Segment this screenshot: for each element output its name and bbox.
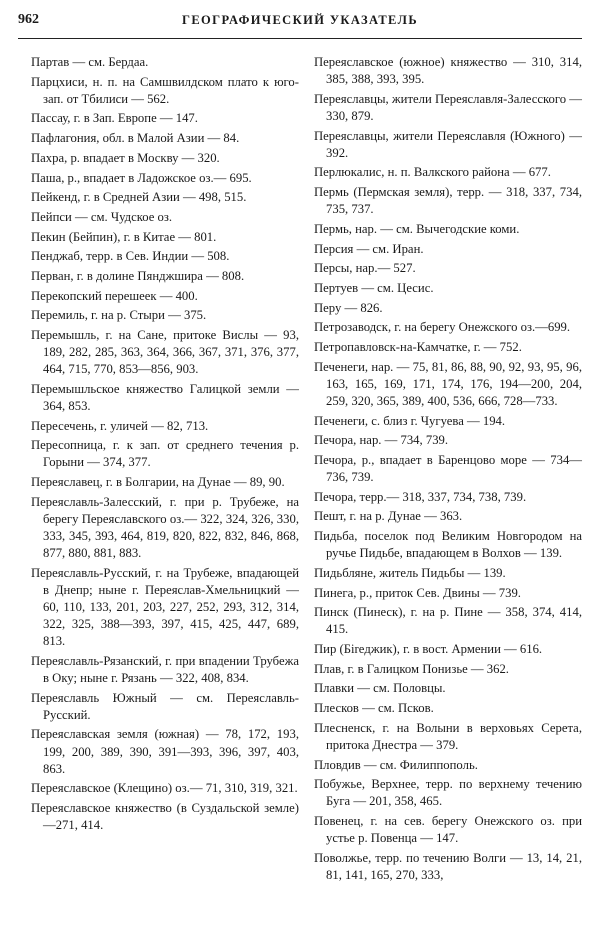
- index-entry: Пересопница, г. к зап. от среднего течения р. Горыни — 374, 377.: [31, 438, 299, 470]
- index-entry: Переяславцы, жители Переяславля (Южного) — 392.: [314, 128, 582, 160]
- index-entry: Партав — см. Бердаа.: [31, 55, 149, 69]
- index-entry: Пекин (Бейпин), г. в Китае — 801.: [31, 229, 217, 244]
- index-entry: Печенеги, с. близ г. Чугуева — 194.: [314, 413, 506, 428]
- index-entry: Печора, нар. — 734, 739.: [314, 433, 449, 448]
- index-entry: Персия — см. Иран.: [314, 241, 424, 256]
- index-entry: Побужье, Верхнее, терр. по верхнему течению Буга — 201, 358, 465.: [314, 777, 582, 809]
- left-column: [31, 54, 299, 837]
- right-column: [314, 54, 582, 887]
- index-entry: Пересечень, г. уличей — 82, 713.: [31, 418, 209, 433]
- index-entry: Пир (Бireджик), г. в вост. Армении — 616.: [314, 641, 543, 656]
- index-entry: Повенец, г. на сев. берегу Онежского оз. при устье р. Повенца — 147.: [314, 813, 582, 846]
- header-rule: [18, 38, 582, 39]
- index-entry: Пидьба, поселок под Великим Новгородом на ручье Пидьбе, впадающем в Волхов — 139.: [314, 529, 582, 561]
- index-entry: Плесненск, г. на Волыни в верховьях Серета, притока Днестра — 379.: [314, 720, 582, 752]
- index-entry: Переяславцы, жители Переяславля-Залесского — 330, 879.: [314, 91, 582, 123]
- index-entry: Парцхиси, н. п. на Самшвилдском плато к юго-зап. от Тбилиси — 562.: [31, 74, 299, 106]
- page-header: [18, 12, 582, 34]
- index-entry: Перу — 826.: [314, 300, 383, 315]
- index-entry: Переяславль Южный — см. Переяславль-Русский.: [31, 690, 299, 722]
- index-entry: Пермь, нар. — см. Вычегодские коми.: [314, 221, 520, 236]
- index-entry: Плавки — см. Половцы.: [314, 681, 446, 696]
- index-entry: Переяславль-Русский, г. на Трубеже, впадающей в Днепр; ныне г. Переяслав-Хмельницкий — 60, 110, 133, 201, 203, 227, 252, 293, 312, 314, 322, 325, 388—393, 397, 415, 425, 447, 689, 813.: [31, 565, 299, 649]
- page-number: 962: [18, 12, 39, 27]
- index-entry: Переяславец, г. в Болгарии, на Дунае — 89, 90.: [31, 475, 285, 490]
- index-entry: Переяславль-Рязанский, г. при впадении Трубежа в Оку; ныне г. Рязань — 322, 408, 834.: [31, 653, 299, 685]
- index-entry: Печора, терр.— 318, 337, 734, 738, 739.: [314, 489, 527, 504]
- index-entry: Печенеги, нар. — 75, 81, 86, 88, 90, 92, 93, 95, 96, 163, 165, 169, 171, 174, 176, 194—200, 204, 259, 320, 365, 389, 400, 536, 666, 728—733.: [314, 359, 582, 408]
- index-entry: Переяславское (Клещино) оз.— 71, 310, 319, 321.: [31, 781, 298, 796]
- index-entry: Перлюкалис, н. п. Валкского района — 677.: [314, 165, 551, 180]
- index-entry: Перван, г. в долине Пянджшира — 808.: [31, 268, 245, 283]
- index-entry: Пинега, р., приток Сев. Двины — 739.: [314, 585, 521, 600]
- index-entry: Перемиль, г. на р. Стыри — 375.: [31, 308, 207, 323]
- index-entry: Переяславль-Залесский, г. при р. Трубеже, на берегу Переяславского оз.— 322, 324, 326, 330, 333, 345, 393, 464, 819, 820, 822, 832, 846, 868, 877, 880, 881, 883.: [31, 494, 299, 561]
- index-entry: Персы, нар.— 527.: [314, 261, 416, 276]
- index-entry: Перемышльское княжество Галицкой земли — 364, 853.: [31, 381, 299, 413]
- page-title: ГЕОГРАФИЧЕСКИЙ УКАЗАТЕЛЬ: [181, 13, 419, 27]
- index-entry: Пейпси — см. Чудское оз.: [31, 209, 173, 224]
- index-entry: Печора, р., впадает в Баренцово море — 734—736, 739.: [314, 452, 582, 484]
- index-entry: Пешт, г. на р. Дунае — 363.: [314, 509, 463, 524]
- index-entry: Пермь (Пермская земля), терр. — 318, 337, 734, 735, 737.: [314, 185, 582, 217]
- index-entry: Переяславское княжество (в Суздальской земле)—271, 414.: [31, 801, 299, 833]
- index-entry: Пафлагония, обл. в Малой Азии — 84.: [31, 131, 240, 146]
- index-entry: Плесков — см. Псков.: [314, 701, 434, 716]
- index-entry: Пейкенд, г. в Средней Азии — 498, 515.: [31, 190, 247, 205]
- index-entry: Петропавловск-на-Камчатке, г. — 752.: [314, 339, 522, 354]
- index-entry: Пенджаб, терр. в Сев. Индии — 508.: [31, 249, 230, 264]
- index-entry: Пидьбляне, житель Пидьбы — 139.: [314, 565, 506, 580]
- index-entry: Петрозаводск, г. на берегу Онежского оз.—699.: [314, 320, 571, 335]
- index-entry: Переяславская земля (южная) — 78, 172, 193, 199, 200, 389, 390, 391—393, 396, 397, 403, 863.: [31, 727, 299, 776]
- index-entry: Паша, р., впадает в Ладожское оз.— 695.: [31, 170, 252, 185]
- index-entry: Пахра, р. впадает в Москву — 320.: [31, 150, 220, 165]
- index-entry: Перемышль, г. на Сане, притоке Вислы — 93, 189, 282, 285, 363, 364, 366, 367, 371, 376, 377, 464, 715, 770, 853—856, 903.: [31, 328, 299, 377]
- index-entry: Пертуев — см. Цесис.: [314, 280, 434, 295]
- index-entry: Переяславское (южное) княжество — 310, 314, 385, 388, 393, 395.: [314, 55, 582, 87]
- index-entry: Пассау, г. в Зап. Европе — 147.: [31, 111, 198, 126]
- index-entry: Перекопский перешеек — 400.: [31, 288, 198, 303]
- index-entry: Плав, г. в Галицком Понизье — 362.: [314, 661, 509, 676]
- index-entry: Пинск (Пинеск), г. на р. Пине — 358, 374, 414, 415.: [314, 605, 582, 637]
- index-entry: Пловдив — см. Филиппополь.: [314, 757, 478, 772]
- index-entry: Поволжье, терр. по течению Волги — 13, 14, 21, 81, 141, 165, 270, 333,: [314, 850, 582, 882]
